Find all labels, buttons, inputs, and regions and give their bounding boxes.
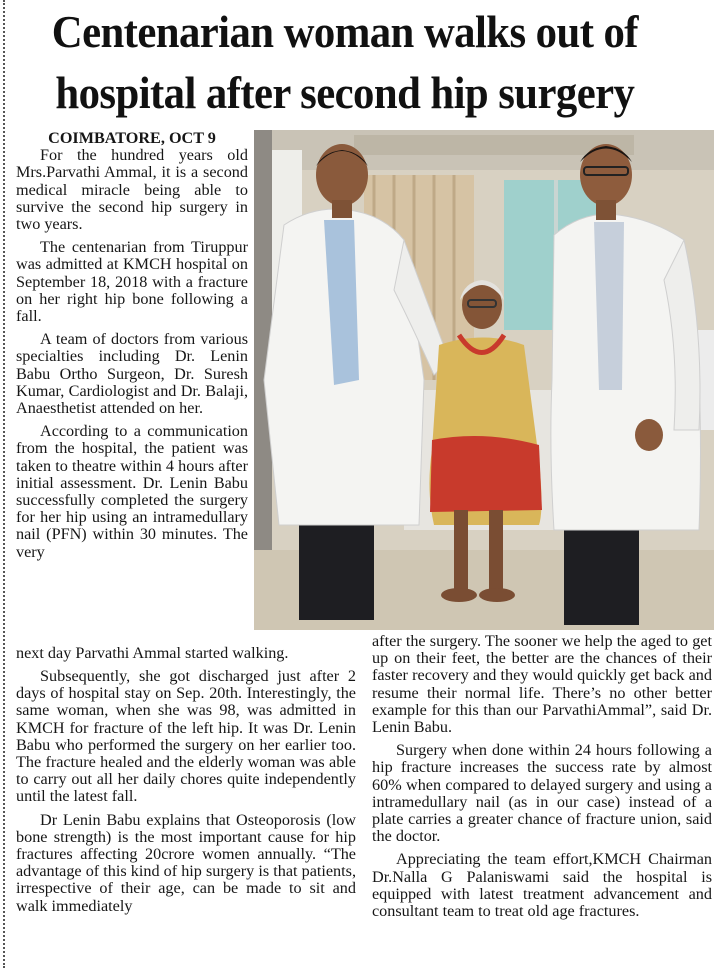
paragraph: Appreciating the team effort,KMCH Chairman Dr.Nalla G Palaniswami said the hospital is equipped with latest treatment advancement and consultant team to treat old age fractures. xyxy=(372,850,712,921)
article-column-left-bottom xyxy=(16,668,356,921)
paragraph: Surgery when done within 24 hours following a hip fracture increases the success rate by almost 60% when compared to delayed surgery and using a intramedullary nail (as in our case) instead of a plate carries a greater chance of fracture union, said the doctor. xyxy=(372,741,712,846)
paragraph: Subsequently, she got discharged just after 2 days of hospital stay on Sep. 20th. Interestingly, the same woman, when she was 98, was admitted in KMCH for fracture of the left hip. It was Dr. Lenin Babu who performed the surgery on her earlier too. The fracture healed and the elderly woman was able to carry out all her daily chores quite independently until the latest fall. xyxy=(16,667,356,806)
paragraph: According to a communication from the hospital, the patient was taken to theatre within 4 hours after initial assessment. Dr. Lenin Babu successfully completed the surgery for her hip using an intramedullary nail (PFN) within 30 minutes. The very xyxy=(16,422,248,561)
article-column-right xyxy=(372,633,712,926)
dateline: COIMBATORE, OCT 9 xyxy=(48,129,216,147)
headline: Centenarian woman walks out of hospital after second hip surgery xyxy=(51,7,638,118)
paragraph: The centenarian from Tiruppur was admitted at KMCH hospital on September 18, 2018 with a fracture on her right hip bone following a fall. xyxy=(16,238,248,326)
paragraph: Dr Lenin Babu explains that Osteoporosis (low bone strength) is the most important cause for hip fractures affecting 20crore women annually. “The advantage of this kind of hip surgery is that patients, irrespective of their age, can be made to sit and walk immediately xyxy=(16,810,356,915)
photo-illustration xyxy=(254,130,714,630)
paragraph: after the surgery. The sooner we help the aged to get up on their feet, the better are the chances of their faster recovery and they would quickly get back and resume their normal life. There’s no other better example for this than our ParvathiAmmal”, said Dr. Lenin Babu. xyxy=(372,632,712,737)
paragraph: For the hundred years old Mrs.Parvathi Ammal, it is a second medical miracle being able to survive the second hip surgery in two years. xyxy=(16,146,248,234)
paragraph-continuation: next day Parvathi Ammal started walking. xyxy=(16,644,289,662)
column-margin-rule xyxy=(3,0,5,968)
paragraph: A team of doctors from various specialties including Dr. Lenin Babu Ortho Surgeon, Dr. Suresh Kumar, Cardiologist and Dr. Balaji, Anaesthetist attended on her. xyxy=(16,330,248,418)
article-photo xyxy=(254,130,714,630)
article-column-left-top xyxy=(16,130,248,567)
